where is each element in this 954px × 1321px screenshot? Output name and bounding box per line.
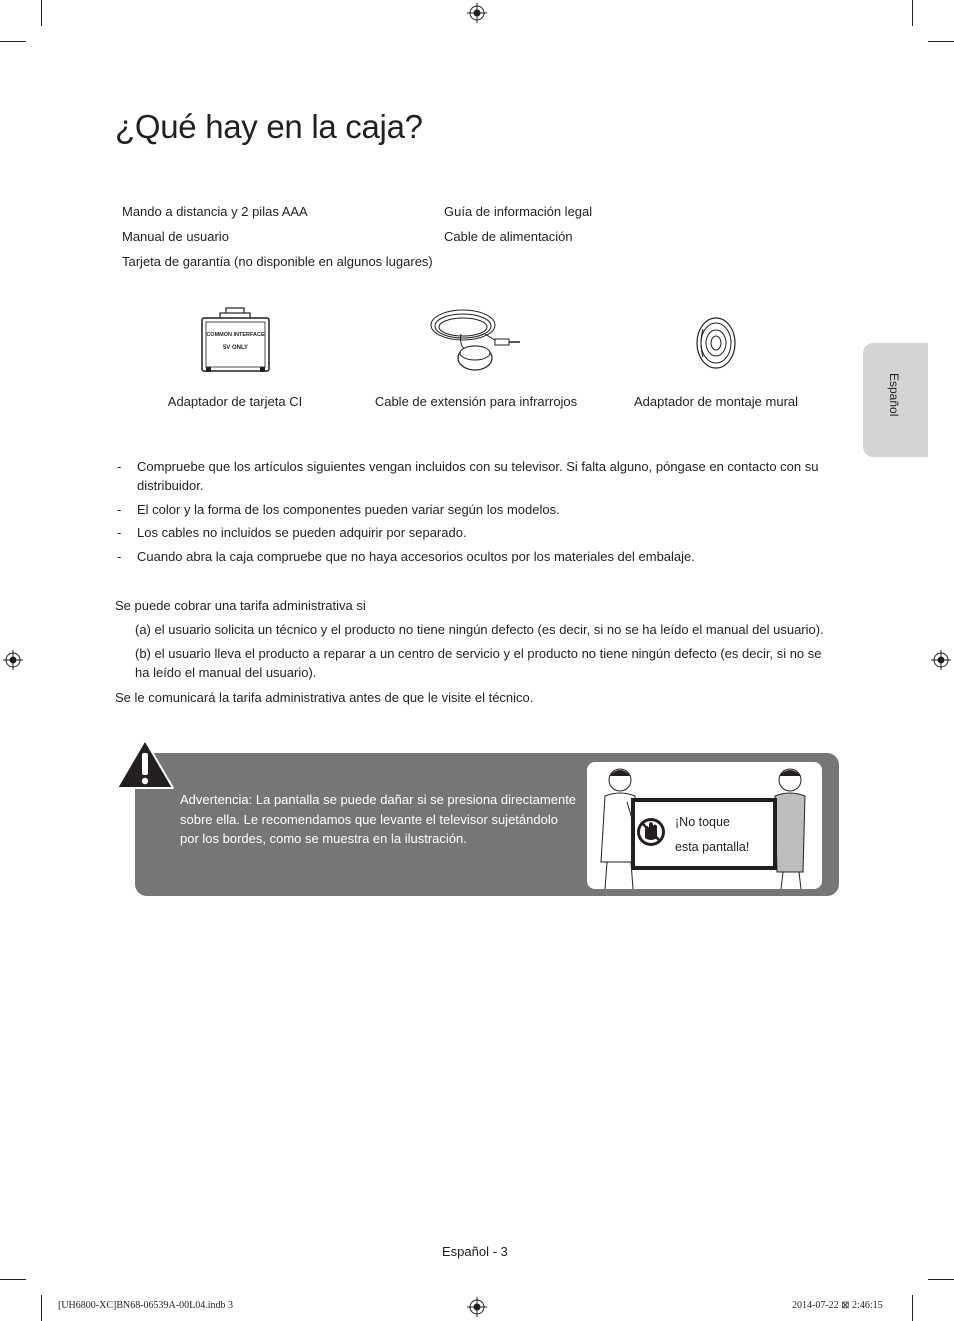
ir-extension-cable-icon — [425, 300, 525, 378]
note-text: Compruebe que los artículos siguientes vengan incluidos con su televisor. Si falta alguno, póngase en contacto con su distribuidor. — [137, 459, 819, 493]
no-touch-notice — [675, 810, 749, 860]
ci-card-text: 5V ONLY — [222, 345, 249, 351]
note-dash: - — [117, 525, 122, 540]
no-touch-line: esta pantalla! — [675, 840, 750, 854]
registration-mark-icon — [3, 650, 23, 670]
box-item: Guía de información legal — [444, 204, 593, 219]
date-slug: 2014-07-22 ⊠ 2:46:15 — [792, 1300, 883, 1311]
note-text: Los cables no incluidos se pueden adquirir por separado. — [137, 525, 467, 540]
accessory-label: Cable de extensión para infrarrojos — [374, 394, 578, 409]
page-number: Español - 3 — [442, 1244, 508, 1259]
ci-card-text: COMMON INTERFACE — [206, 332, 265, 338]
fee-condition-b: (b) el usuario lleva el producto a reparar a un centro de servicio y el producto no tiene ningún defecto (es decir, si no se ha leído el manual del usuario). — [135, 646, 822, 680]
note-dash: - — [117, 502, 122, 517]
ci-card-adapter-icon — [198, 305, 273, 375]
note-text: El color y la forma de los componentes pueden variar según los modelos. — [137, 502, 560, 517]
box-item: Mando a distancia y 2 pilas AAA — [122, 204, 308, 219]
note-item — [117, 523, 837, 543]
crop-mark — [0, 41, 26, 42]
box-item: Tarjeta de garantía (no disponible en algunos lugares) — [122, 254, 433, 269]
crop-mark — [41, 0, 42, 26]
warning-text — [180, 790, 580, 849]
note-text: Cuando abra la caja compruebe que no haya accesorios ocultos por los materiales del embalaje. — [137, 549, 695, 564]
crop-mark — [912, 1295, 913, 1321]
note-dash: - — [117, 549, 122, 564]
language-tab-label: Español — [887, 373, 901, 417]
accessory-label: Adaptador de tarjeta CI — [167, 394, 303, 409]
crop-mark — [912, 0, 913, 26]
crop-mark — [41, 1295, 42, 1321]
note-item — [117, 547, 837, 567]
crop-mark — [928, 41, 954, 42]
fee-condition-a: (a) el usuario solicita un técnico y el producto no tiene ningún defecto (es decir, si no se ha leído el manual del usuario). — [135, 622, 824, 637]
registration-mark-icon — [467, 3, 487, 23]
wall-mount-adapter-icon — [693, 315, 739, 371]
file-slug: [UH6800-XC]BN68-06539A-00L04.indb 3 — [58, 1300, 233, 1311]
note-item — [117, 457, 837, 497]
note-dash: - — [117, 459, 122, 474]
registration-mark-icon — [931, 650, 951, 670]
warning-label: Advertencia — [180, 792, 249, 807]
note-item — [117, 500, 837, 520]
fee-outro: Se le comunicará la tarifa administrativa antes de que le visite el técnico. — [115, 690, 534, 705]
accessory-label: Adaptador de montaje mural — [633, 394, 799, 409]
language-tab — [863, 343, 928, 457]
crop-mark — [928, 1279, 954, 1280]
warning-triangle-icon — [115, 738, 175, 790]
box-item: Cable de alimentación — [444, 229, 573, 244]
warning-illustration — [587, 762, 822, 889]
crop-mark — [0, 1279, 26, 1280]
box-item: Manual de usuario — [122, 229, 229, 244]
page-title: ¿Qué hay en la caja? — [115, 108, 423, 145]
no-touch-line: ¡No toque — [675, 815, 730, 829]
fee-intro: Se puede cobrar una tarifa administrativa si — [115, 598, 366, 613]
warning-body: : La pantalla se puede dañar si se presiona directamente sobre ella. Le recomendamos que levante el televisor sujetándolo por los bordes, como se muestra en la ilustración. — [180, 792, 577, 846]
registration-mark-icon — [467, 1297, 487, 1317]
